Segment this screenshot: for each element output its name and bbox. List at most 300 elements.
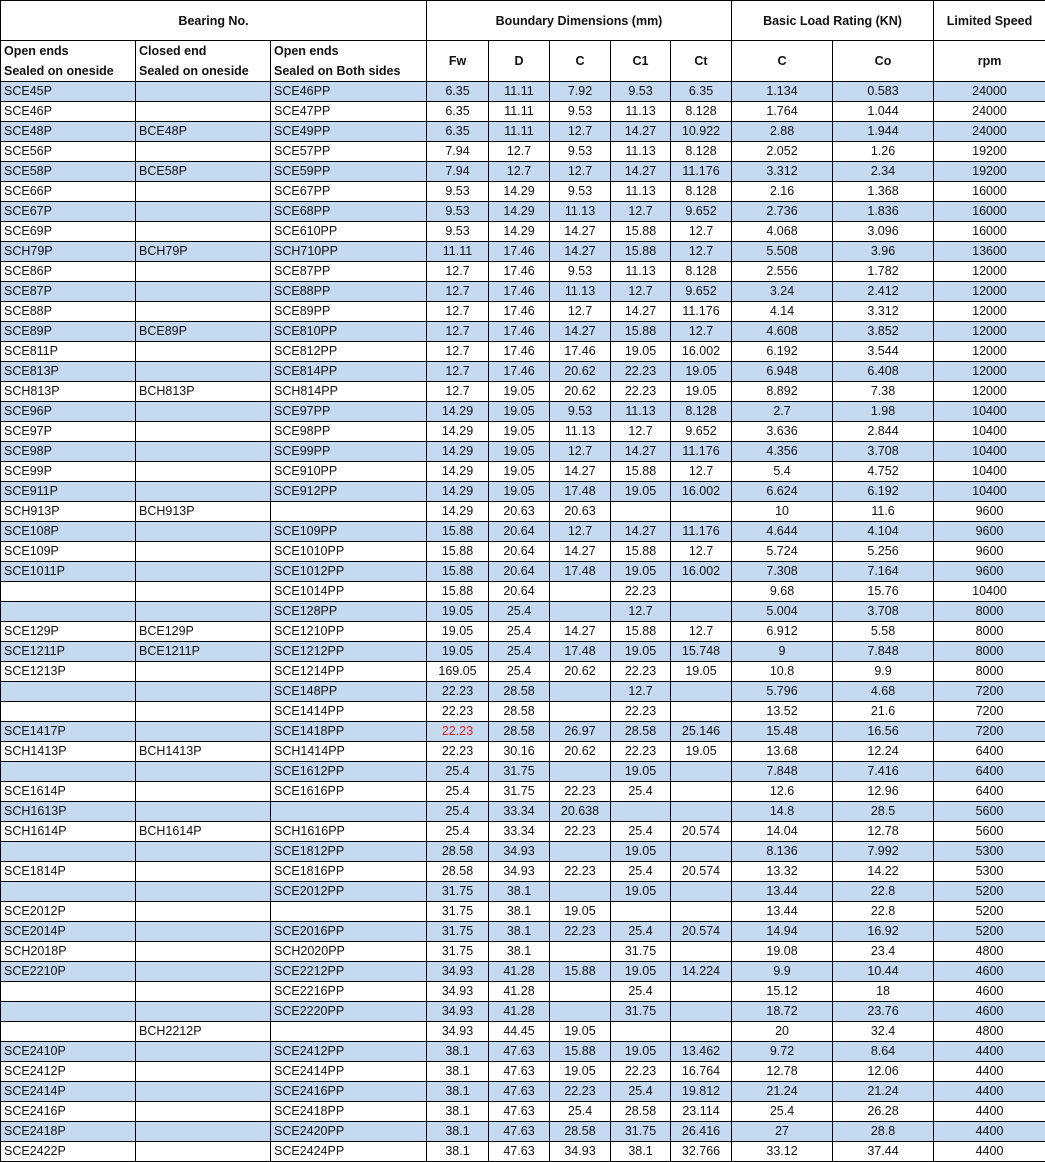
cell-c1: 22.23 xyxy=(611,582,671,602)
cell-sealed-both-part: SCE1210PP xyxy=(271,622,427,642)
cell-d: 19.05 xyxy=(489,462,550,482)
cell-sealed-both-part xyxy=(271,502,427,522)
cell-load-c: 3.636 xyxy=(732,422,833,442)
cell-open-ends-part: SCE89P xyxy=(1,322,136,342)
cell-rpm: 4600 xyxy=(934,982,1045,1002)
column-closed-end-label: Closed end xyxy=(139,44,206,58)
cell-ct: 8.128 xyxy=(671,262,732,282)
cell-c1: 15.88 xyxy=(611,322,671,342)
cell-sealed-both-part: SCE1014PP xyxy=(271,582,427,602)
table-row xyxy=(1,1142,1045,1162)
cell-sealed-both-part: SCE2012PP xyxy=(271,882,427,902)
cell-open-ends-part: SCE56P xyxy=(1,142,136,162)
cell-c: 22.23 xyxy=(550,1082,611,1102)
cell-c1: 25.4 xyxy=(611,1082,671,1102)
cell-load-co: 12.96 xyxy=(833,782,934,802)
cell-c xyxy=(550,582,611,602)
cell-open-ends-part xyxy=(1,682,136,702)
cell-closed-end-part xyxy=(136,1102,271,1122)
table-row xyxy=(1,322,1045,342)
cell-load-co: 7.164 xyxy=(833,562,934,582)
cell-d: 41.28 xyxy=(489,962,550,982)
column-open-ends-label: Open ends xyxy=(4,44,69,58)
table-row xyxy=(1,222,1045,242)
table-row xyxy=(1,362,1045,382)
cell-d: 47.63 xyxy=(489,1042,550,1062)
cell-c1: 12.7 xyxy=(611,422,671,442)
cell-ct: 20.574 xyxy=(671,822,732,842)
cell-d: 25.4 xyxy=(489,602,550,622)
cell-ct: 16.002 xyxy=(671,342,732,362)
header-bearing-number: Bearing No. xyxy=(1,1,427,41)
cell-closed-end-part: BCH1614P xyxy=(136,822,271,842)
cell-fw: 15.88 xyxy=(427,582,489,602)
cell-fw: 12.7 xyxy=(427,262,489,282)
cell-closed-end-part: BCE48P xyxy=(136,122,271,142)
column-closed-sealed-label: Sealed on oneside xyxy=(139,64,249,78)
cell-sealed-both-part: SCE2424PP xyxy=(271,1142,427,1162)
cell-closed-end-part: BCE1211P xyxy=(136,642,271,662)
table-row xyxy=(1,382,1045,402)
cell-load-co: 8.64 xyxy=(833,1042,934,1062)
cell-load-c: 4.644 xyxy=(732,522,833,542)
cell-ct: 12.7 xyxy=(671,222,732,242)
cell-open-ends-part xyxy=(1,842,136,862)
cell-c1: 14.27 xyxy=(611,302,671,322)
cell-load-c: 12.6 xyxy=(732,782,833,802)
cell-load-co: 15.76 xyxy=(833,582,934,602)
cell-load-c: 13.44 xyxy=(732,902,833,922)
cell-rpm: 16000 xyxy=(934,182,1045,202)
cell-c1: 22.23 xyxy=(611,382,671,402)
cell-ct: 19.812 xyxy=(671,1082,732,1102)
cell-fw: 14.29 xyxy=(427,502,489,522)
cell-load-co: 16.56 xyxy=(833,722,934,742)
cell-open-ends-part: SCH813P xyxy=(1,382,136,402)
cell-load-co: 12.78 xyxy=(833,822,934,842)
cell-load-c: 2.88 xyxy=(732,122,833,142)
cell-d: 47.63 xyxy=(489,1082,550,1102)
cell-sealed-both-part: SCE148PP xyxy=(271,682,427,702)
cell-d: 33.34 xyxy=(489,822,550,842)
cell-load-co: 9.9 xyxy=(833,662,934,682)
cell-sealed-both-part: SCE610PP xyxy=(271,222,427,242)
cell-load-c: 8.136 xyxy=(732,842,833,862)
cell-open-ends-part: SCE88P xyxy=(1,302,136,322)
cell-load-c: 2.052 xyxy=(732,142,833,162)
cell-open-ends-part: SCE2014P xyxy=(1,922,136,942)
table-row xyxy=(1,162,1045,182)
cell-open-ends-part xyxy=(1,882,136,902)
cell-open-ends-part xyxy=(1,582,136,602)
column-closed-end-oneside xyxy=(136,41,271,82)
cell-fw: 34.93 xyxy=(427,982,489,1002)
cell-rpm: 7200 xyxy=(934,722,1045,742)
table-row xyxy=(1,582,1045,602)
cell-c: 28.58 xyxy=(550,1122,611,1142)
cell-d: 47.63 xyxy=(489,1122,550,1142)
cell-fw: 25.4 xyxy=(427,762,489,782)
cell-c: 9.53 xyxy=(550,262,611,282)
cell-open-ends-part: SCE98P xyxy=(1,442,136,462)
cell-ct xyxy=(671,782,732,802)
cell-fw: 169.05 xyxy=(427,662,489,682)
cell-fw: 12.7 xyxy=(427,382,489,402)
cell-ct xyxy=(671,902,732,922)
cell-fw: 31.75 xyxy=(427,922,489,942)
cell-c1: 28.58 xyxy=(611,1102,671,1122)
cell-rpm: 8000 xyxy=(934,622,1045,642)
cell-c: 7.92 xyxy=(550,82,611,102)
header-limited-speed: Limited Speed xyxy=(934,1,1045,41)
cell-rpm: 24000 xyxy=(934,102,1045,122)
table-row xyxy=(1,522,1045,542)
table-row xyxy=(1,602,1045,622)
cell-load-c: 14.8 xyxy=(732,802,833,822)
cell-c: 15.88 xyxy=(550,1042,611,1062)
cell-rpm: 6400 xyxy=(934,782,1045,802)
table-row xyxy=(1,622,1045,642)
cell-d: 20.64 xyxy=(489,542,550,562)
cell-c: 22.23 xyxy=(550,922,611,942)
cell-rpm: 4800 xyxy=(934,942,1045,962)
cell-closed-end-part: BCH913P xyxy=(136,502,271,522)
cell-open-ends-part: SCE99P xyxy=(1,462,136,482)
cell-sealed-both-part: SCE1214PP xyxy=(271,662,427,682)
cell-sealed-both-part: SCE97PP xyxy=(271,402,427,422)
cell-d: 44.45 xyxy=(489,1022,550,1042)
cell-closed-end-part: BCE58P xyxy=(136,162,271,182)
cell-rpm: 9600 xyxy=(934,502,1045,522)
cell-closed-end-part xyxy=(136,762,271,782)
cell-load-c: 9.72 xyxy=(732,1042,833,1062)
cell-open-ends-part xyxy=(1,1002,136,1022)
cell-sealed-both-part: SCE2212PP xyxy=(271,962,427,982)
cell-d: 17.46 xyxy=(489,322,550,342)
cell-c1: 15.88 xyxy=(611,622,671,642)
cell-fw: 12.7 xyxy=(427,322,489,342)
cell-fw: 25.4 xyxy=(427,802,489,822)
cell-load-co: 10.44 xyxy=(833,962,934,982)
cell-open-ends-part: SCH1413P xyxy=(1,742,136,762)
column-load-co: Co xyxy=(833,41,934,82)
cell-c: 11.13 xyxy=(550,202,611,222)
cell-load-c: 33.12 xyxy=(732,1142,833,1162)
cell-open-ends-part: SCE2414P xyxy=(1,1082,136,1102)
cell-fw: 7.94 xyxy=(427,142,489,162)
cell-sealed-both-part: SCE812PP xyxy=(271,342,427,362)
cell-ct: 6.35 xyxy=(671,82,732,102)
cell-sealed-both-part: SCH1616PP xyxy=(271,822,427,842)
cell-d: 12.7 xyxy=(489,142,550,162)
cell-closed-end-part xyxy=(136,522,271,542)
cell-load-c: 13.32 xyxy=(732,862,833,882)
cell-rpm: 12000 xyxy=(934,382,1045,402)
cell-sealed-both-part: SCE1418PP xyxy=(271,722,427,742)
cell-closed-end-part xyxy=(136,602,271,622)
cell-rpm: 4400 xyxy=(934,1142,1045,1162)
cell-rpm: 5300 xyxy=(934,842,1045,862)
cell-rpm: 4400 xyxy=(934,1122,1045,1142)
cell-fw: 38.1 xyxy=(427,1102,489,1122)
table-row xyxy=(1,842,1045,862)
cell-rpm: 12000 xyxy=(934,322,1045,342)
cell-rpm: 9600 xyxy=(934,562,1045,582)
cell-d: 47.63 xyxy=(489,1102,550,1122)
cell-c1: 25.4 xyxy=(611,922,671,942)
cell-open-ends-part: SCE1011P xyxy=(1,562,136,582)
table-row xyxy=(1,302,1045,322)
table-row xyxy=(1,682,1045,702)
cell-c1: 25.4 xyxy=(611,782,671,802)
cell-load-co: 6.408 xyxy=(833,362,934,382)
cell-sealed-both-part: SCE2420PP xyxy=(271,1122,427,1142)
cell-c1: 11.13 xyxy=(611,262,671,282)
cell-c: 17.48 xyxy=(550,562,611,582)
cell-load-c: 9.68 xyxy=(732,582,833,602)
cell-load-c: 5.724 xyxy=(732,542,833,562)
cell-load-c: 10.8 xyxy=(732,662,833,682)
table-row xyxy=(1,962,1045,982)
cell-c: 12.7 xyxy=(550,522,611,542)
cell-closed-end-part: BCE129P xyxy=(136,622,271,642)
cell-load-co: 7.992 xyxy=(833,842,934,862)
cell-load-co: 4.752 xyxy=(833,462,934,482)
cell-rpm: 10400 xyxy=(934,442,1045,462)
cell-load-co: 1.26 xyxy=(833,142,934,162)
cell-d: 19.05 xyxy=(489,402,550,422)
cell-load-c: 4.14 xyxy=(732,302,833,322)
cell-d: 19.05 xyxy=(489,482,550,502)
cell-sealed-both-part: SCE1816PP xyxy=(271,862,427,882)
cell-closed-end-part xyxy=(136,862,271,882)
cell-fw: 9.53 xyxy=(427,222,489,242)
cell-c1: 31.75 xyxy=(611,942,671,962)
cell-c: 14.27 xyxy=(550,222,611,242)
cell-d: 31.75 xyxy=(489,762,550,782)
cell-load-co: 28.8 xyxy=(833,1122,934,1142)
cell-c1: 25.4 xyxy=(611,862,671,882)
cell-open-ends-part: SCE2012P xyxy=(1,902,136,922)
cell-load-co: 4.104 xyxy=(833,522,934,542)
cell-rpm: 8000 xyxy=(934,642,1045,662)
column-load-c: C xyxy=(732,41,833,82)
cell-c1: 19.05 xyxy=(611,842,671,862)
cell-load-c: 7.308 xyxy=(732,562,833,582)
cell-rpm: 9600 xyxy=(934,542,1045,562)
cell-load-co: 12.06 xyxy=(833,1062,934,1082)
cell-sealed-both-part: SCE128PP xyxy=(271,602,427,622)
cell-c: 12.7 xyxy=(550,122,611,142)
cell-c xyxy=(550,942,611,962)
cell-sealed-both-part: SCE2220PP xyxy=(271,1002,427,1022)
table-row xyxy=(1,182,1045,202)
cell-load-co: 1.836 xyxy=(833,202,934,222)
cell-load-co: 23.76 xyxy=(833,1002,934,1022)
cell-load-co: 21.24 xyxy=(833,1082,934,1102)
cell-ct: 11.176 xyxy=(671,302,732,322)
cell-rpm: 4400 xyxy=(934,1062,1045,1082)
cell-closed-end-part xyxy=(136,682,271,702)
cell-c: 15.88 xyxy=(550,962,611,982)
cell-ct: 25.146 xyxy=(671,722,732,742)
cell-sealed-both-part xyxy=(271,1022,427,1042)
cell-load-co: 22.8 xyxy=(833,902,934,922)
table-row xyxy=(1,402,1045,422)
cell-c1: 11.13 xyxy=(611,402,671,422)
cell-load-c: 4.068 xyxy=(732,222,833,242)
cell-load-co: 1.944 xyxy=(833,122,934,142)
cell-d: 31.75 xyxy=(489,782,550,802)
cell-fw: 22.23 xyxy=(427,682,489,702)
cell-load-co: 3.544 xyxy=(833,342,934,362)
cell-sealed-both-part: SCE109PP xyxy=(271,522,427,542)
cell-sealed-both-part: SCE88PP xyxy=(271,282,427,302)
cell-ct: 15.748 xyxy=(671,642,732,662)
table-row xyxy=(1,1062,1045,1082)
cell-fw: 28.58 xyxy=(427,842,489,862)
cell-c1: 19.05 xyxy=(611,642,671,662)
cell-fw: 12.7 xyxy=(427,362,489,382)
cell-rpm: 4800 xyxy=(934,1022,1045,1042)
cell-d: 20.63 xyxy=(489,502,550,522)
cell-c1: 25.4 xyxy=(611,822,671,842)
cell-ct: 13.462 xyxy=(671,1042,732,1062)
cell-sealed-both-part: SCE49PP xyxy=(271,122,427,142)
table-row xyxy=(1,282,1045,302)
cell-fw: 38.1 xyxy=(427,1122,489,1142)
cell-load-c: 6.192 xyxy=(732,342,833,362)
cell-sealed-both-part: SCE2412PP xyxy=(271,1042,427,1062)
cell-open-ends-part: SCH1614P xyxy=(1,822,136,842)
cell-c xyxy=(550,702,611,722)
cell-c: 22.23 xyxy=(550,862,611,882)
cell-c: 20.62 xyxy=(550,362,611,382)
cell-fw: 12.7 xyxy=(427,282,489,302)
cell-rpm: 10400 xyxy=(934,582,1045,602)
cell-ct: 19.05 xyxy=(671,662,732,682)
cell-closed-end-part: BCH813P xyxy=(136,382,271,402)
cell-ct: 19.05 xyxy=(671,382,732,402)
cell-sealed-both-part: SCE87PP xyxy=(271,262,427,282)
cell-ct: 14.224 xyxy=(671,962,732,982)
cell-ct xyxy=(671,762,732,782)
cell-ct: 19.05 xyxy=(671,742,732,762)
cell-c: 17.48 xyxy=(550,482,611,502)
cell-c1 xyxy=(611,1022,671,1042)
column-ct: Ct xyxy=(671,41,732,82)
cell-fw: 7.94 xyxy=(427,162,489,182)
cell-closed-end-part xyxy=(136,262,271,282)
cell-ct: 11.176 xyxy=(671,522,732,542)
cell-closed-end-part xyxy=(136,82,271,102)
cell-load-c: 5.4 xyxy=(732,462,833,482)
table-row xyxy=(1,802,1045,822)
cell-c1: 15.88 xyxy=(611,462,671,482)
cell-c1: 12.7 xyxy=(611,602,671,622)
cell-load-co: 3.708 xyxy=(833,442,934,462)
cell-rpm: 5200 xyxy=(934,922,1045,942)
cell-ct xyxy=(671,582,732,602)
cell-sealed-both-part: SCE810PP xyxy=(271,322,427,342)
cell-c: 19.05 xyxy=(550,1062,611,1082)
cell-load-c: 13.68 xyxy=(732,742,833,762)
cell-ct xyxy=(671,842,732,862)
cell-closed-end-part xyxy=(136,702,271,722)
cell-c1: 31.75 xyxy=(611,1122,671,1142)
cell-ct: 16.002 xyxy=(671,562,732,582)
cell-ct: 11.176 xyxy=(671,162,732,182)
cell-c1: 11.13 xyxy=(611,102,671,122)
cell-d: 28.58 xyxy=(489,702,550,722)
table-row xyxy=(1,922,1045,942)
cell-fw: 25.4 xyxy=(427,782,489,802)
cell-c xyxy=(550,762,611,782)
cell-c1: 15.88 xyxy=(611,542,671,562)
column-sealed-both-label: Sealed on Both sides xyxy=(274,64,400,78)
cell-fw: 34.93 xyxy=(427,962,489,982)
cell-ct xyxy=(671,882,732,902)
cell-closed-end-part xyxy=(136,282,271,302)
cell-d: 19.05 xyxy=(489,382,550,402)
cell-load-c: 18.72 xyxy=(732,1002,833,1022)
cell-d: 25.4 xyxy=(489,622,550,642)
cell-open-ends-part: SCE87P xyxy=(1,282,136,302)
cell-d: 11.11 xyxy=(489,102,550,122)
cell-open-ends-part xyxy=(1,702,136,722)
cell-ct: 23.114 xyxy=(671,1102,732,1122)
cell-open-ends-part: SCE2422P xyxy=(1,1142,136,1162)
cell-closed-end-part xyxy=(136,962,271,982)
cell-closed-end-part xyxy=(136,1122,271,1142)
table-row xyxy=(1,562,1045,582)
cell-closed-end-part xyxy=(136,202,271,222)
cell-d: 20.64 xyxy=(489,562,550,582)
cell-ct xyxy=(671,682,732,702)
cell-load-co: 2.844 xyxy=(833,422,934,442)
cell-fw: 38.1 xyxy=(427,1082,489,1102)
table-row xyxy=(1,862,1045,882)
cell-sealed-both-part: SCH1414PP xyxy=(271,742,427,762)
cell-c xyxy=(550,882,611,902)
cell-load-co: 7.38 xyxy=(833,382,934,402)
cell-load-co: 3.096 xyxy=(833,222,934,242)
cell-load-c: 2.7 xyxy=(732,402,833,422)
cell-c: 14.27 xyxy=(550,322,611,342)
cell-sealed-both-part: SCE2414PP xyxy=(271,1062,427,1082)
cell-ct: 9.652 xyxy=(671,282,732,302)
column-fw: Fw xyxy=(427,41,489,82)
cell-load-co: 1.368 xyxy=(833,182,934,202)
cell-load-co: 32.4 xyxy=(833,1022,934,1042)
cell-load-co: 1.044 xyxy=(833,102,934,122)
cell-ct: 20.574 xyxy=(671,862,732,882)
cell-c: 11.13 xyxy=(550,282,611,302)
cell-fw: 22.23 xyxy=(427,702,489,722)
cell-fw: 19.05 xyxy=(427,602,489,622)
cell-closed-end-part xyxy=(136,1042,271,1062)
cell-load-c: 27 xyxy=(732,1122,833,1142)
cell-sealed-both-part: SCE814PP xyxy=(271,362,427,382)
cell-load-co: 37.44 xyxy=(833,1142,934,1162)
column-rpm: rpm xyxy=(934,41,1045,82)
cell-c: 9.53 xyxy=(550,182,611,202)
cell-rpm: 19200 xyxy=(934,162,1045,182)
cell-fw: 38.1 xyxy=(427,1042,489,1062)
cell-fw: 14.29 xyxy=(427,462,489,482)
table-row xyxy=(1,242,1045,262)
cell-fw: 31.75 xyxy=(427,882,489,902)
